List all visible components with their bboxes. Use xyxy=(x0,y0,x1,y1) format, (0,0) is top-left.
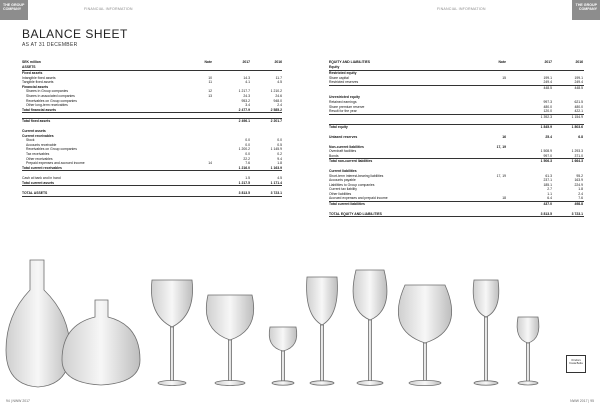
row-note: 11 xyxy=(208,80,212,85)
row-label: Tax receivables xyxy=(26,151,50,156)
row-value-2017: 997.0 xyxy=(543,153,552,158)
page-subtitle: AS AT 31 DECEMBER xyxy=(22,42,78,48)
row-note: 17, 19 xyxy=(496,144,506,149)
assets-table xyxy=(22,60,282,197)
table-row xyxy=(329,212,584,218)
row-value-2017: 953.2 xyxy=(241,98,250,103)
wine-glass-icon xyxy=(206,295,253,386)
row-value-2016: 249.4 xyxy=(574,80,583,85)
row-label: Share capital xyxy=(329,75,349,80)
decanter-icon xyxy=(6,260,70,387)
row-label: Financial assets xyxy=(22,84,49,89)
row-value-2017: 25.4 xyxy=(545,134,552,139)
row-label: Bonds xyxy=(329,153,339,158)
row-value-2016: 4.5 xyxy=(277,176,282,181)
row-value-2017: 6.4 xyxy=(547,196,552,201)
row-note: 13 xyxy=(208,93,212,98)
row-label: Current assets xyxy=(22,128,46,133)
row-label: Receivables on Group companies xyxy=(26,147,77,152)
row-value-2017: 1 217.7 xyxy=(238,89,250,94)
row-value-2017: 3.4 xyxy=(245,103,250,108)
row-label: Restricted equity xyxy=(329,71,357,75)
row-note: 18 xyxy=(502,196,506,201)
footer-right: NWW 2017 | 95 xyxy=(570,399,594,403)
header-year-1: 2017 xyxy=(242,60,250,64)
row-value-2017: 1 200.2 xyxy=(238,147,250,152)
row-value-2016: 948.0 xyxy=(273,98,282,103)
row-label: Accrued expenses and prepaid income xyxy=(329,196,388,201)
row-value-2016: 1 293.3 xyxy=(571,149,583,154)
row-value-2016: 371.0 xyxy=(574,153,583,158)
row-value-2017: 3 813.5 xyxy=(540,211,552,216)
row-value-2017: 0.0 xyxy=(245,138,250,143)
row-value-2016: 1 664.3 xyxy=(571,159,583,164)
row-value-2017: 997.3 xyxy=(543,99,552,104)
row-label: Shares in Group companies xyxy=(26,89,69,94)
row-label: Total equity xyxy=(329,125,348,130)
logo-line-2: Kosta Boda xyxy=(569,362,583,365)
row-label: Retained earnings xyxy=(329,99,357,104)
row-value-2016: 24.6 xyxy=(275,93,282,98)
row-label: Other liabilities xyxy=(329,191,352,196)
row-label: Overdraft facilities xyxy=(329,149,357,154)
row-label: Total non-current liabilities xyxy=(329,159,373,164)
glassware-photo xyxy=(0,255,600,395)
row-value-2017: 4.1 xyxy=(245,80,250,85)
row-value-2017: 448.5 xyxy=(543,85,552,90)
row-label: Fixed assets xyxy=(22,71,43,75)
row-value-2017: 0.0 xyxy=(245,151,250,156)
row-value-2016: 95.2 xyxy=(576,173,583,178)
row-value-2017: 437.0 xyxy=(543,202,552,207)
row-value-2017: 1 845.9 xyxy=(540,125,552,130)
tulip-glass-icon xyxy=(353,270,387,385)
header-year-2: 2016 xyxy=(575,60,583,64)
row-label: Short-term interest-bearing liabilities xyxy=(329,173,384,178)
row-value-2017: 480.0 xyxy=(543,104,552,109)
row-value-2017: 1 508.9 xyxy=(540,149,552,154)
row-value-2016: 224.9 xyxy=(574,182,583,187)
section-tab-right: THE GROUP COMPANY xyxy=(572,0,600,20)
liabilities-table xyxy=(329,60,584,217)
section-tab-left: THE GROUP COMPANY xyxy=(0,0,28,20)
row-label: TOTAL ASSETS xyxy=(22,191,48,196)
flute-glass-icon xyxy=(307,277,338,385)
row-value-2017: 1 216.0 xyxy=(238,165,250,170)
running-header-left: FINANCIAL INFORMATION xyxy=(84,7,133,11)
header-year-2: 2016 xyxy=(274,60,282,64)
row-label: Unrestricted equity xyxy=(329,95,360,100)
row-value-2016: 199.1 xyxy=(574,75,583,80)
cordial-glass-icon xyxy=(269,327,297,385)
row-value-2017: 1.5 xyxy=(245,176,250,181)
row-value-2016: 1 171.4 xyxy=(270,180,282,185)
row-value-2016: 11.7 xyxy=(275,75,282,80)
header-note: Note xyxy=(498,60,506,64)
row-value-2016: 3 723.1 xyxy=(270,191,282,196)
row-label: Intangible fixed assets xyxy=(22,75,56,80)
schnapps-glass-icon xyxy=(517,317,539,385)
row-value-2016: 1 154.9 xyxy=(571,114,583,119)
champagne-glass-icon xyxy=(473,280,499,385)
row-label: Share premium reserve xyxy=(329,104,365,109)
row-value-2017: 1 506.3 xyxy=(540,159,552,164)
row-label: Liabilities to Group companies xyxy=(329,182,375,187)
row-note: 10 xyxy=(208,75,212,80)
row-value-2017: 14.3 xyxy=(243,75,250,80)
row-value-2016: 2.4 xyxy=(578,191,583,196)
row-value-2017: 2.7 xyxy=(547,187,552,192)
row-label: Total current liabilities xyxy=(329,202,365,207)
row-note: 14 xyxy=(208,161,212,166)
row-label: Other long-term receivables xyxy=(26,103,68,108)
row-value-2016: 1 803.6 xyxy=(571,125,583,130)
row-value-2016: 6.8 xyxy=(578,134,583,139)
row-value-2016: 1 145.9 xyxy=(270,147,282,152)
row-value-2017: 199.1 xyxy=(543,75,552,80)
row-label: Restricted reserves xyxy=(329,80,359,85)
row-value-2016: 0.2 xyxy=(277,151,282,156)
row-value-2016: 0.5 xyxy=(277,142,282,147)
table-header xyxy=(329,60,584,71)
row-value-2016: 498.8 xyxy=(574,202,583,207)
row-value-2016: 480.0 xyxy=(574,104,583,109)
row-note: 17, 19 xyxy=(496,173,506,178)
row-label: Accounts payable xyxy=(329,178,356,183)
row-value-2016: 163.9 xyxy=(574,178,583,183)
row-value-2017: 61.3 xyxy=(545,173,552,178)
row-note: 12 xyxy=(208,89,212,94)
row-value-2016: 422.1 xyxy=(574,109,583,114)
header-label: EQUITY AND LIABILITIES Equity xyxy=(329,60,371,69)
row-label: Total current assets xyxy=(22,180,54,185)
row-label: Total fixed assets xyxy=(22,119,51,124)
header-note: Note xyxy=(204,60,212,64)
row-label: Tangible fixed assets xyxy=(22,80,54,85)
row-label: Untaxed reserves xyxy=(329,134,358,139)
row-note: 15 xyxy=(502,75,506,80)
row-value-2017: 2 496.1 xyxy=(238,119,250,124)
page-title: BALANCE SHEET xyxy=(22,27,128,41)
row-label: Non-current liabilities xyxy=(329,144,364,149)
row-label: Result for the year xyxy=(329,109,357,114)
row-value-2017: 24.3 xyxy=(243,93,250,98)
balloon-glass-icon xyxy=(398,285,451,386)
row-value-2016: 2 201.7 xyxy=(270,119,282,124)
crystal-logo-icon xyxy=(566,355,586,373)
row-label: Receivables on Group companies xyxy=(26,98,77,103)
row-label: Current liabilities xyxy=(329,168,357,173)
row-value-2016: 1.8 xyxy=(277,161,282,166)
row-value-2017: 249.4 xyxy=(543,80,552,85)
decanter-icon xyxy=(62,300,140,385)
row-value-2016: 2 585.2 xyxy=(270,107,282,112)
row-label: Cash at bank and in hand xyxy=(22,176,61,181)
table-row xyxy=(22,191,282,197)
row-label: Shares in associated companies xyxy=(26,93,75,98)
row-value-2016: 1 210.2 xyxy=(270,89,282,94)
row-value-2017: 237.1 xyxy=(543,178,552,183)
row-value-2017: 22.2 xyxy=(243,156,250,161)
row-value-2016: 1 163.9 xyxy=(270,165,282,170)
row-note: 16 xyxy=(502,134,506,139)
footer-left: 94 | NWW 2017 xyxy=(6,399,30,403)
row-value-2016: 1.8 xyxy=(578,187,583,192)
row-value-2017: 120.0 xyxy=(543,109,552,114)
wine-glass-icon xyxy=(151,280,192,386)
row-value-2017: 7.6 xyxy=(245,161,250,166)
running-header-right: FINANCIAL INFORMATION xyxy=(437,7,486,11)
table-header xyxy=(22,60,282,71)
logo-line-1: Orrefors xyxy=(571,359,581,362)
row-value-2017: 1 217.5 xyxy=(238,180,250,185)
row-value-2016: 7.6 xyxy=(578,196,583,201)
row-value-2016: 0.0 xyxy=(277,138,282,143)
row-value-2017: 185.1 xyxy=(543,182,552,187)
row-label: Total financial assets xyxy=(22,107,57,112)
row-label: Total current receivables xyxy=(22,165,62,170)
row-label: TOTAL EQUITY AND LIABILITIES xyxy=(329,211,382,216)
row-value-2017: 1 392.3 xyxy=(540,114,552,119)
row-value-2017: 3 813.5 xyxy=(238,191,250,196)
header-label: SEK million ASSETS xyxy=(22,60,41,69)
row-value-2017: 2 477.9 xyxy=(238,107,250,112)
row-label: Prepaid expenses and accrued income xyxy=(26,161,85,166)
row-label: Current receivables xyxy=(22,133,54,138)
row-label: Current tax liability xyxy=(329,187,357,192)
header-year-1: 2017 xyxy=(544,60,552,64)
row-value-2016: 448.5 xyxy=(574,85,583,90)
row-value-2016: 4.5 xyxy=(277,80,282,85)
row-value-2017: 0.0 xyxy=(245,142,250,147)
row-value-2016: 621.5 xyxy=(574,99,583,104)
row-label: Accounts receivable xyxy=(26,142,57,147)
row-value-2016: 3 723.1 xyxy=(571,211,583,216)
row-label: Other receivables xyxy=(26,156,53,161)
row-label: Stock xyxy=(26,138,35,143)
row-value-2016: 2.4 xyxy=(277,103,282,108)
row-value-2017: 1.1 xyxy=(547,191,552,196)
row-value-2016: 9.4 xyxy=(277,156,282,161)
